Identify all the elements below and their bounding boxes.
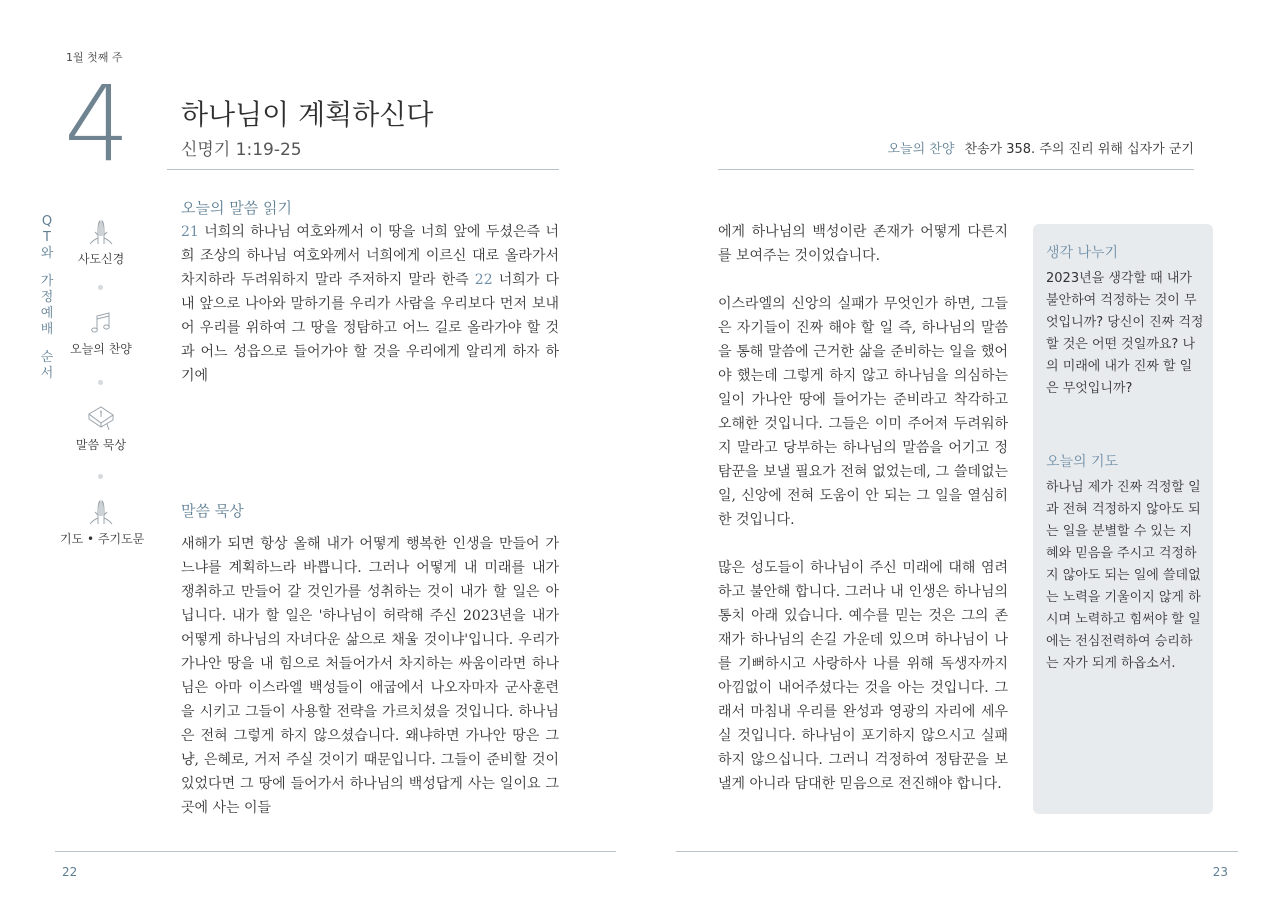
praying-hands-icon — [87, 218, 115, 246]
vertical-gap — [40, 338, 54, 350]
step-label: 오늘의 찬양 — [70, 342, 132, 356]
footer-divider — [676, 851, 1238, 852]
verse-number: 21 — [181, 224, 199, 240]
divider — [718, 169, 1194, 170]
meditation-text-right — [718, 220, 1008, 796]
divider — [167, 169, 559, 170]
share-heading: 생각 나누기 — [1046, 245, 1119, 261]
verse-text: 너희가 다 내 앞으로 나아와 말하기를 우리가 사람을 우리보다 먼저 보내어 우리를 위하여 그 땅을 정탐하고 어느 길로 올라가야 할 것과 어느 성읍으로 들어가야 할 것을 우리에게 알리게 하자 하기에 — [181, 272, 560, 384]
vertical-char: T — [43, 230, 51, 245]
vertical-char: 배 — [40, 322, 54, 337]
vertical-char: 서 — [40, 366, 54, 381]
vertical-char: 와 — [40, 246, 54, 261]
page-title: 하나님이 계획하신다 — [181, 98, 434, 131]
hymn-label: 오늘의 찬양 — [887, 142, 955, 157]
step-prayer — [60, 498, 145, 547]
meditation-heading: 말씀 묵상 — [181, 502, 244, 520]
verse-text: 너희의 하나님 여호와께서 이 땅을 너희 앞에 두셨은즉 너희 조상의 하나님 여호와께서 너희에게 이르신 대로 올라가서 차지하라 두려워하지 말라 주저하지 말라 한즉 — [181, 224, 559, 288]
meditation-paragraph: 많은 성도들이 하나님이 주신 미래에 대해 염려하고 불안해 합니다. 그러나 내 인생은 하나님의 통치 아래 있습니다. 예수를 믿는 것은 그의 존재가 하나님의 손길 가운데 있으며 하나님이 나를 기뻐하시고 사랑하사 나를 위해 독생자까지 아낌없이 내어주셨다는 것을 아는 것입니다. 그래서 마침내 우리를 완성과 영광의 자리에 세우실 것입니다. 하나님이 포기하지 않으시고 실패하지 않으십니다. 그러니 걱정하여 정탐꾼을 보낼게 아니라 담대한 믿음으로 전진해야 합니다. — [718, 560, 1008, 792]
hymn-line — [888, 138, 1195, 157]
step-label: 사도신경 — [77, 252, 125, 266]
vertical-char: Q — [41, 214, 53, 229]
step-label: 말씀 묵상 — [75, 438, 127, 452]
verse-number: 22 — [474, 272, 493, 288]
page-number-left: 22 — [62, 865, 78, 879]
step-label: 기도 • 주기도문 — [60, 532, 145, 546]
meditation-paragraph: 에게 하나님의 백성이란 존재가 어떻게 다른지를 보여주는 것이었습니다. — [718, 224, 1008, 264]
reading-heading: 오늘의 말씀 읽기 — [181, 199, 292, 217]
step-dot — [98, 285, 103, 290]
hymn-text: 찬송가 358. 주의 진리 위해 십자가 군기 — [964, 142, 1194, 157]
scripture-text — [181, 220, 559, 388]
share-text: 2023년을 생각할 때 내가 불안하여 걱정하는 것이 무엇입니까? 당신이 진짜 걱정할 것은 어떤 것일까요? 나의 미래에 내가 진짜 할 일은 무엇입니까? — [1046, 271, 1204, 396]
week-label: 1월 첫째 주 — [66, 51, 123, 64]
meditation-paragraph: 이스라엘의 신앙의 실패가 무엇인가 하면, 그들은 자기들이 진짜 해야 할 일 즉, 하나님의 말씀을 통해 말씀에 근거한 삶을 준비하는 일을 했어야 했는데 그렇게 하지 않고 하나님을 의심하는 일이 가나안 땅에 들어가는 준비라고 착각하고 오해한 것입니다. 그들은 이미 주어져 두려워하지 말라고 당부하는 하나님의 말씀을 어기고 정탐꾼을 보낼 필요가 전혀 없었는데, 그 쓸데없는 일, 신앙에 전혀 도움이 안 되는 그 일을 열심히 한 것입니다. — [718, 296, 1008, 528]
step-meditation — [60, 404, 142, 453]
music-note-icon — [88, 310, 114, 336]
vertical-char: 순 — [40, 350, 54, 365]
vertical-char: 예 — [40, 306, 54, 321]
prayer-heading: 오늘의 기도 — [1046, 454, 1119, 470]
step-dot — [98, 380, 103, 385]
praying-hands-icon — [87, 498, 115, 526]
vertical-gap — [40, 262, 54, 274]
footer-divider — [55, 851, 616, 852]
step-todays-hymn — [60, 310, 142, 357]
bible-icon — [85, 404, 117, 432]
vertical-section-label — [40, 214, 54, 382]
vertical-char: 가 — [40, 274, 54, 289]
page-number-right: 23 — [1212, 865, 1228, 879]
step-dot — [98, 474, 103, 479]
day-number: 4 — [64, 63, 127, 185]
vertical-char: 정 — [40, 290, 54, 305]
prayer-text: 하나님 제가 진짜 걱정할 일과 전혀 걱정하지 않아도 되는 일을 분별할 수 있는 지혜와 믿음을 주시고 걱정하지 않아도 되는 일에 쓸데없는 노력을 기울이지 않게 하시며 노력하고 힘써야 할 일에는 전심전력하여 승리하는 자가 되게 하옵소서. — [1046, 480, 1201, 671]
step-apostles-creed — [60, 218, 142, 267]
scripture-reference: 신명기 1:19-25 — [181, 140, 302, 160]
meditation-text-left: 새해가 되면 항상 올해 내가 어떻게 행복한 인생을 만들어 가느냐를 계획하느라 바쁩니다. 그러나 어떻게 내 미래를 내가 쟁취하고 만들어 갈 것인가를 성취하는 것이 내가 할 일은 아닙니다. 내가 할 일은 '하나님이 허락해 주신 2023년을 내가 어떻게 하나님의 자녀다운 삶으로 채울 것이냐'입니다. 우리가 가나안 땅을 내 힘으로 처들어가서 차지하는 싸움이라면 하나님은 아마 이스라엘 백성들이 애굽에서 나오자마자 군사훈련을 시키고 그들이 사용할 전략을 가르치셨을 것입니다. 하나님은 전혀 그렇게 하지 않으셨습니다. 왜냐하면 가나안 땅은 그냥, 은혜로, 거저 주실 것이기 때문입니다. 그들이 준비할 것이 있었다면 그 땅에 들어가서 하나님의 백성답게 사는 일이요 그곳에 사는 이들 — [181, 536, 559, 816]
